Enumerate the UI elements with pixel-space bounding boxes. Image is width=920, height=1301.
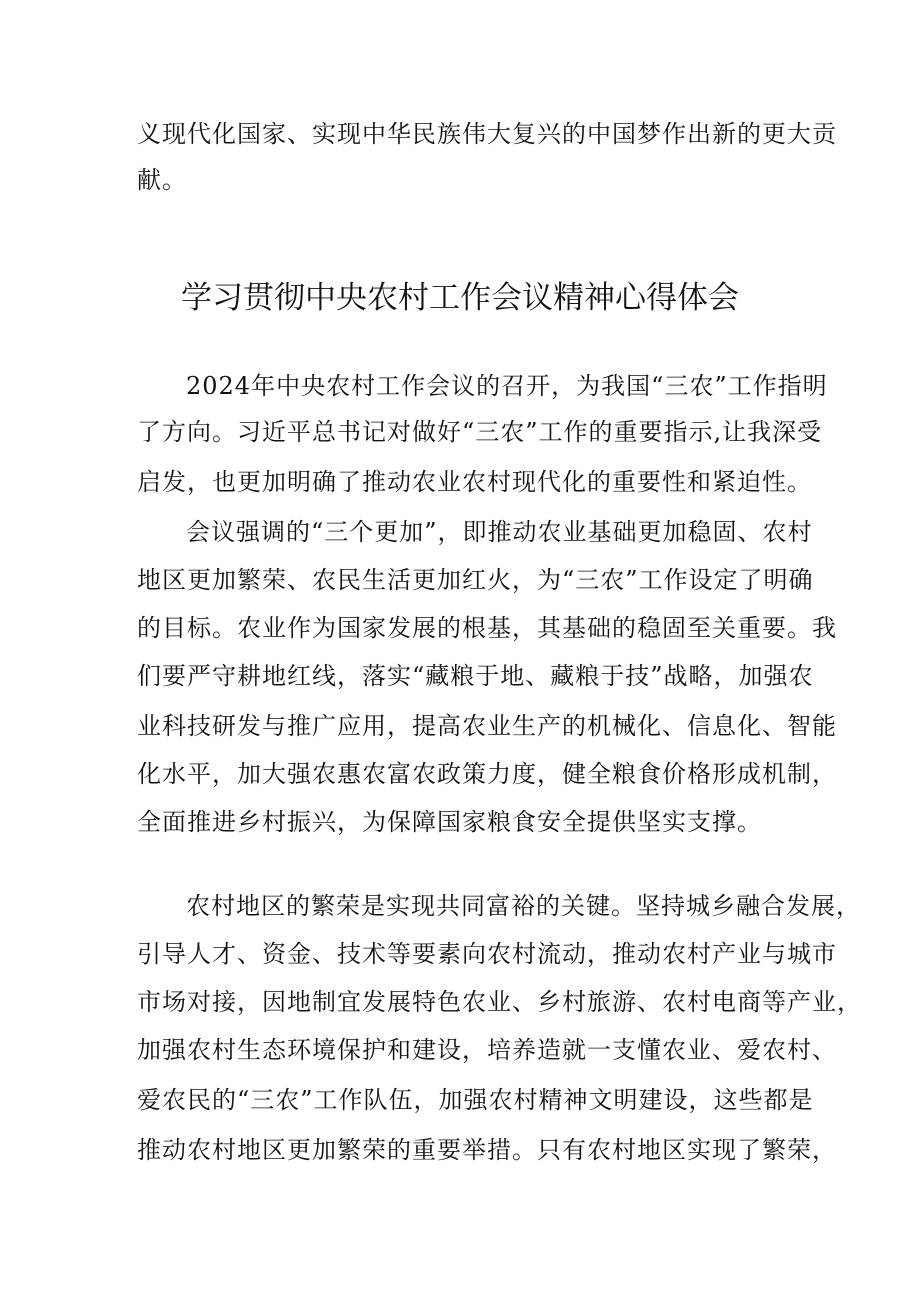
text-line: 市场对接，因地制宜发展特色农业、乡村旅游、农村电商等产业， [137, 988, 862, 1016]
text-line: 引导人才、资金、技术等要素向农村流动，推动农村产业与城市 [137, 940, 837, 968]
text-line: 启发，也更加明确了推动农业农村现代化的重要性和紧迫性。 [137, 468, 812, 496]
text-line: 加强农村生态环境保护和建设，培养造就一支懂农业、爱农村、 [137, 1036, 837, 1064]
text-line: 献。 [137, 166, 187, 194]
text-line: 业科技研发与推广应用，提高农业生产的机械化、信息化、智能 [137, 712, 837, 740]
document-title: 学习贯彻中央农村工作会议精神心得体会 [181, 280, 739, 316]
text-line: 们要严守耕地红线，落实“藏粮于地、藏粮于技”战略，加强农 [137, 662, 814, 690]
text-line: 化水平，加大强农惠农富农政策力度，健全粮食价格形成机制， [137, 760, 837, 788]
text-line: 爱农民的“三农”工作队伍，加强农村精神文明建设，这些都是 [137, 1086, 814, 1114]
text-line: 农村地区的繁荣是实现共同富裕的关键。坚持城乡融合发展， [186, 892, 861, 920]
text-line: 地区更加繁荣、农民生活更加红火，为“三农”工作设定了明确 [137, 566, 814, 594]
text-line: 全面推进乡村振兴，为保障国家粮食安全提供坚实支撑。 [137, 808, 762, 836]
text-line: 2024年中央农村工作会议的召开，为我国“三农”工作指明 [186, 372, 828, 400]
text-line: 了方向。习近平总书记对做好“三农”工作的重要指示,让我深受 [137, 418, 823, 446]
text-line: 义现代化国家、实现中华民族伟大复兴的中国梦作出新的更大贡 [137, 120, 837, 148]
text-line: 的目标。农业作为国家发展的根基，其基础的稳固至关重要。我 [137, 614, 837, 642]
text-line: 会议强调的“三个更加”，即推动农业基础更加稳固、农村 [186, 518, 813, 546]
text-line: 推动农村地区更加繁荣的重要举措。只有农村地区实现了繁荣， [137, 1136, 837, 1164]
